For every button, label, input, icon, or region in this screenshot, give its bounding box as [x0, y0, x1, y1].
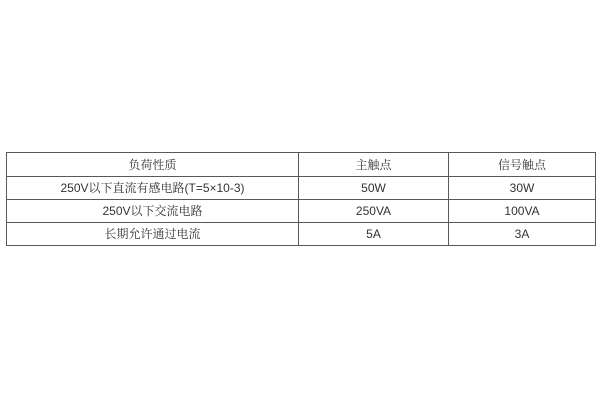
header-cell-load-type: 负荷性质 [7, 153, 299, 177]
table-header-row [7, 153, 596, 177]
header-cell-main-contact: 主触点 [299, 153, 449, 177]
cell-main-contact: 5A [299, 223, 449, 246]
table-row [7, 177, 596, 200]
cell-main-contact: 250VA [299, 200, 449, 223]
cell-load-type: 250V以下直流有感电路(T=5×10-3) [7, 177, 299, 200]
cell-signal-contact: 30W [449, 177, 596, 200]
table-row [7, 200, 596, 223]
table-row [7, 223, 596, 246]
cell-load-type: 长期允许通过电流 [7, 223, 299, 246]
cell-load-type: 250V以下交流电路 [7, 200, 299, 223]
cell-signal-contact: 3A [449, 223, 596, 246]
load-spec-table [6, 152, 596, 246]
cell-main-contact: 50W [299, 177, 449, 200]
cell-signal-contact: 100VA [449, 200, 596, 223]
header-cell-signal-contact: 信号触点 [449, 153, 596, 177]
